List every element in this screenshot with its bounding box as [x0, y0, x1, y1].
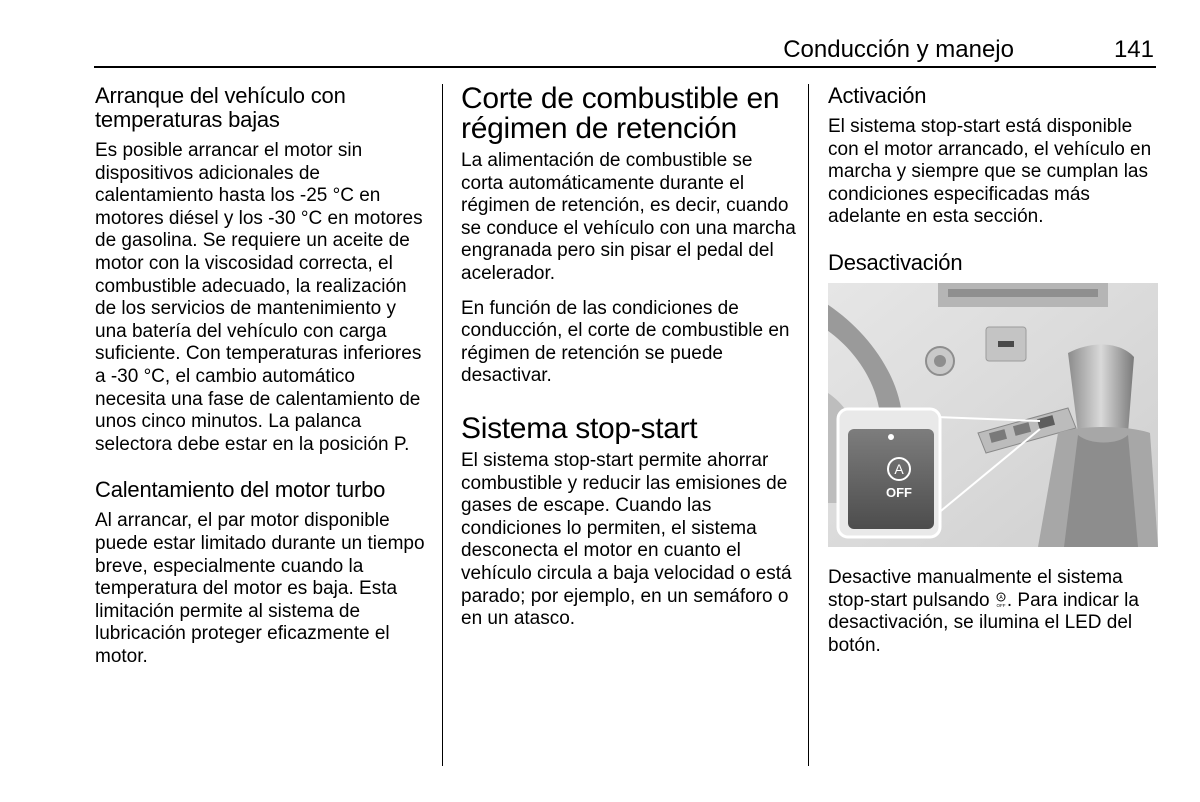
column-divider: [442, 84, 443, 766]
heading-fuel-cutoff: Corte de combustible en régimen de retención: [461, 82, 780, 145]
paragraph-deactivation: [828, 567, 1160, 657]
auto-stop-start-off-icon: [995, 592, 1007, 608]
paragraph-deactivation-text: Desactive manualmente el sistema stop-start pulsando: [828, 566, 1123, 611]
svg-text:A: A: [894, 460, 904, 477]
heading-deactivation: Desactivación: [828, 249, 963, 275]
column-divider: [808, 84, 809, 766]
paragraph-stop-start: El sistema stop-start permite ahorrar combustible y reducir las emisiones de gases de escape. Cuando las condiciones lo permiten, el sistema desconecta el motor en cuanto el vehículo circula a baja velocidad o está parado; por ejemplo, en un semáforo o en un atasco.: [461, 449, 792, 630]
paragraph-turbo-warmup: Al arrancar, el par motor disponible puede estar limitado durante un tiempo breve, especialmente cuando la temperatura del motor es baja. Esta limitación permite al sistema de lubricación proteger eficazmente el motor.: [95, 510, 425, 667]
paragraph-activation: El sistema stop-start está disponible con el motor arrancado, el vehículo en marcha y siempre que se cumplan las condiciones especificadas más adelante en esta sección.: [828, 116, 1152, 228]
paragraph-fuel-cutoff-1: La alimentación de combustible se corta automáticamente durante el régimen de retención, es decir, cuando se conduce el vehículo con una marcha engranada pero sin pisar el pedal del acelerador.: [461, 150, 796, 284]
heading-stop-start: Sistema stop-start: [461, 411, 698, 445]
heading-cold-start: Arranque del vehículo con temperaturas bajas: [95, 83, 346, 132]
column-middle: [461, 84, 796, 643]
section-title: Conducción y manejo: [783, 36, 1014, 63]
stop-start-button-illustration: [828, 283, 1158, 547]
paragraph-end-dot: .: [404, 433, 410, 455]
column-left: [95, 84, 430, 680]
page-number: 141: [1113, 36, 1154, 63]
off-button-label: OFF: [886, 484, 912, 500]
paragraph-cold-start-text: Es posible arrancar el motor sin dispositivos adicionales de calentamiento hasta los -25 °C en motores diésel y los -30 °C en motores de gasolina. Se requiere un aceite de motor con la viscosidad correcta, el combustible adecuado, la realización de los servicios de mantenimiento y una batería del vehículo con carga suficiente. Con temperaturas inferiores a -30 °C, el cambio automático necesita una fase de calentamiento de unos cinco minutos. La palanca selectora debe estar en la posición: [95, 140, 423, 455]
paragraph-fuel-cutoff-2: En función de las condiciones de conducción, el corte de combustible en régimen de retención se puede desactivar.: [461, 297, 790, 387]
svg-text:A: A: [999, 594, 1003, 601]
heading-activation: Activación: [828, 83, 927, 108]
paragraph-cold-start: [95, 140, 430, 456]
selector-position-p: P: [393, 433, 405, 455]
column-right: [828, 84, 1160, 669]
paragraph-deactivation-end: . Para indicar la desactivación, se ilumina el LED del botón.: [828, 589, 1139, 656]
running-header: [94, 30, 1156, 68]
heading-turbo-warmup: Calentamiento del motor turbo: [95, 477, 386, 503]
svg-text:OFF: OFF: [996, 602, 1006, 608]
